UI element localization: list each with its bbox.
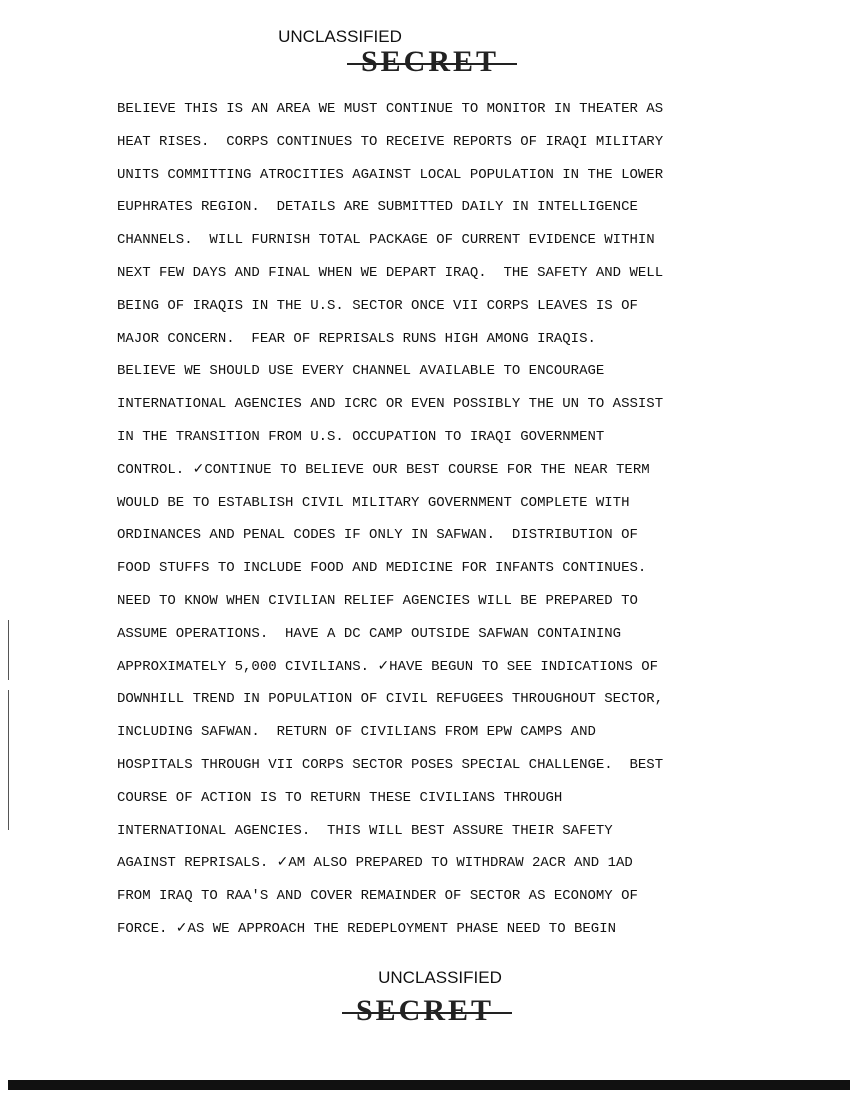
text-line: ASSUME OPERATIONS. HAVE A DC CAMP OUTSIDE SAFWAN CONTAINING xyxy=(117,625,622,642)
text-line: ORDINANCES AND PENAL CODES IF ONLY IN SAFWAN. DISTRIBUTION OF xyxy=(117,527,638,544)
text-line: BELIEVE WE SHOULD USE EVERY CHANNEL AVAILABLE TO ENCOURAGE xyxy=(117,363,605,380)
header-secret-text: SECRET xyxy=(360,45,500,78)
text-line: MAJOR CONCERN. FEAR OF REPRISALS RUNS HIGH AMONG IRAQIS. xyxy=(117,330,596,347)
text-line: UNITS COMMITTING ATROCITIES AGAINST LOCAL POPULATION IN THE LOWER xyxy=(117,166,664,183)
text-line: NEED TO KNOW WHEN CIVILIAN RELIEF AGENCIES WILL BE PREPARED TO xyxy=(117,592,638,609)
text-line: FOOD STUFFS TO INCLUDE FOOD AND MEDICINE FOR INFANTS CONTINUES. xyxy=(117,560,647,577)
text-line: HEAT RISES. CORPS CONTINUES TO RECEIVE REPORTS OF IRAQI MILITARY xyxy=(117,133,664,150)
text-line: FORCE. ✓AS WE APPROACH THE REDEPLOYMENT PHASE NEED TO BEGIN xyxy=(117,920,617,937)
header-classification: UNCLASSIFIED xyxy=(278,27,402,46)
document-body xyxy=(117,98,817,951)
text-line: INTERNATIONAL AGENCIES AND ICRC OR EVEN POSSIBLY THE UN TO ASSIST xyxy=(117,396,664,413)
text-line: BELIEVE THIS IS AN AREA WE MUST CONTINUE TO MONITOR IN THEATER AS xyxy=(117,101,664,117)
text-line: DOWNHILL TREND IN POPULATION OF CIVIL REFUGEES THROUGHOUT SECTOR, xyxy=(117,691,664,708)
text-line: IN THE TRANSITION FROM U.S. OCCUPATION TO IRAQI GOVERNMENT xyxy=(117,428,605,445)
text-line: NEXT FEW DAYS AND FINAL WHEN WE DEPART IRAQ. THE SAFETY AND WELL xyxy=(117,264,664,281)
footer-secret-marking xyxy=(0,994,850,1028)
left-margin-mark xyxy=(8,690,9,830)
text-line: FROM IRAQ TO RAA'S AND COVER REMAINDER OF SECTOR AS ECONOMY OF xyxy=(117,888,638,905)
text-line: APPROXIMATELY 5,000 CIVILIANS. ✓HAVE BEGUN TO SEE INDICATIONS OF xyxy=(117,658,659,675)
text-line: WOULD BE TO ESTABLISH CIVIL MILITARY GOVERNMENT COMPLETE WITH xyxy=(117,494,630,511)
text-line: EUPHRATES REGION. DETAILS ARE SUBMITTED DAILY IN INTELLIGENCE xyxy=(117,199,638,216)
text-line: INTERNATIONAL AGENCIES. THIS WILL BEST ASSURE THEIR SAFETY xyxy=(117,822,613,839)
footer-secret-text: SECRET xyxy=(355,994,495,1027)
header-secret-marking xyxy=(0,45,850,79)
text-line: CHANNELS. WILL FURNISH TOTAL PACKAGE OF CURRENT EVIDENCE WITHIN xyxy=(117,232,655,249)
text-line: CONTROL. ✓CONTINUE TO BELIEVE OUR BEST COURSE FOR THE NEAR TERM xyxy=(117,461,650,478)
text-line: HOSPITALS THROUGH VII CORPS SECTOR POSES SPECIAL CHALLENGE. BEST xyxy=(117,756,664,773)
left-margin-mark xyxy=(8,620,9,680)
footer-classification: UNCLASSIFIED xyxy=(378,968,502,987)
text-line: AGAINST REPRISALS. ✓AM ALSO PREPARED TO WITHDRAW 2ACR AND 1AD xyxy=(117,855,633,872)
text-line: BEING OF IRAQIS IN THE U.S. SECTOR ONCE VII CORPS LEAVES IS OF xyxy=(117,297,638,314)
text-line: COURSE OF ACTION IS TO RETURN THESE CIVILIANS THROUGH xyxy=(117,789,563,806)
scan-bottom-border xyxy=(8,1080,850,1090)
text-line: INCLUDING SAFWAN. RETURN OF CIVILIANS FROM EPW CAMPS AND xyxy=(117,724,596,741)
